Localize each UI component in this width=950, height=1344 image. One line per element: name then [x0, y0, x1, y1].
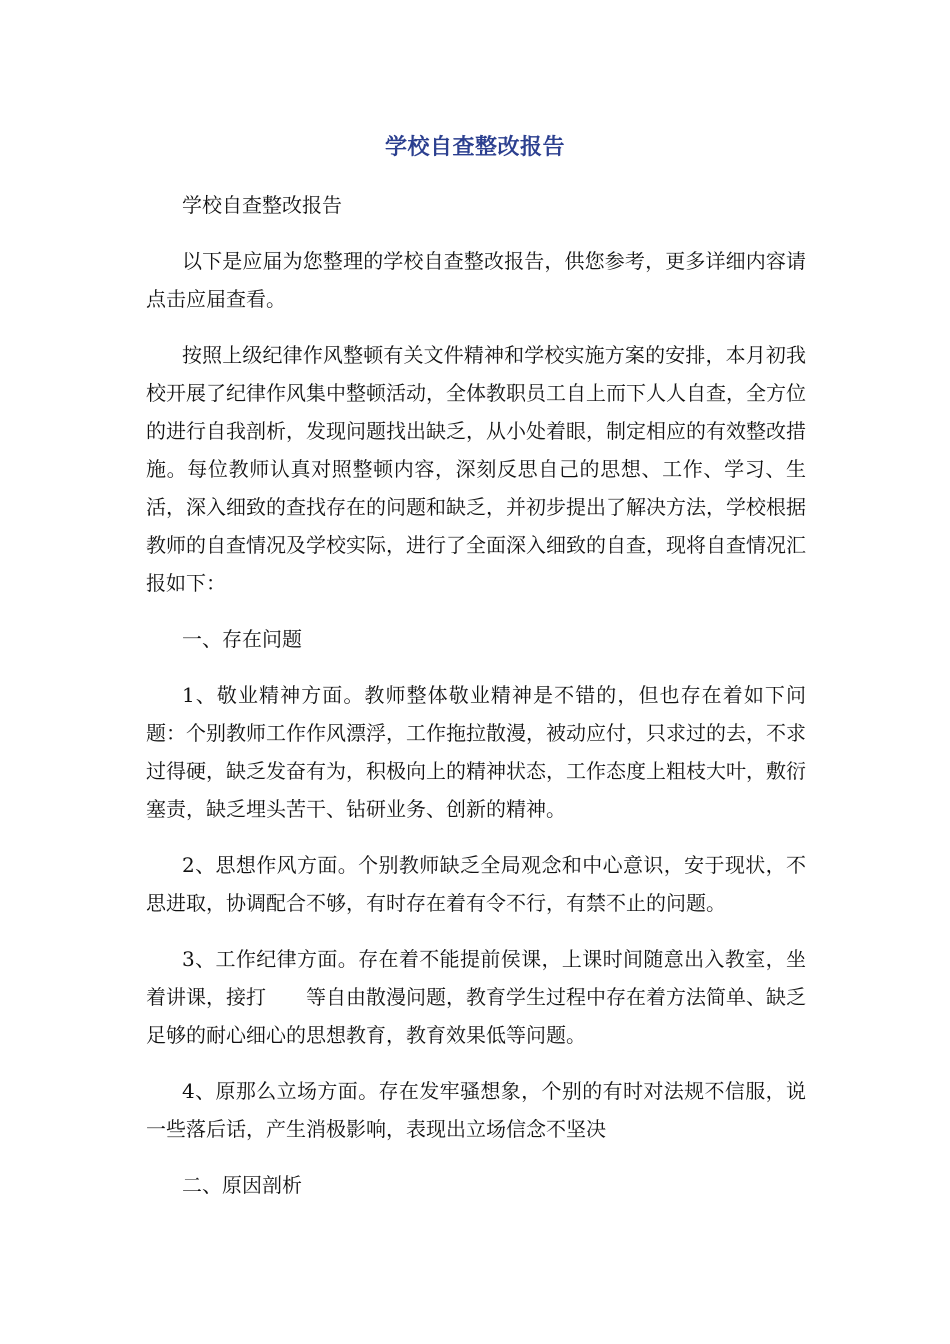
paragraph-item-3: 3、工作纪律方面。存在着不能提前侯课，上课时间随意出入教室，坐着讲课，接打 等自由散漫问题，教育学生过程中存在着方法简单、缺乏足够的耐心细心的思想教育，教育效果低等问题。 [146, 947, 806, 1047]
document-body [146, 186, 806, 1222]
document-title: 学校自查整改报告 [384, 135, 565, 160]
section-heading-causes: 二、原因剖析 [182, 1173, 302, 1197]
paragraph-item-2: 2、思想作风方面。个别教师缺乏全局观念和中心意识，安于现状，不思进取，协调配合不够，有时存在着有令不行，有禁不止的问题。 [146, 853, 806, 915]
paragraph-intro: 以下是应届为您整理的学校自查整改报告，供您参考，更多详细内容请点击应届查看。 [146, 249, 806, 311]
paragraph-background: 按照上级纪律作风整顿有关文件精神和学校实施方案的安排，本月初我校开展了纪律作风集中整顿活动，全体教职员工自上而下人人自查，全方位的进行自我剖析，发现问题找出缺乏，从小处着眼，制定相应的有效整改措施。每位教师认真对照整顿内容，深刻反思自己的思想、工作、学习、生活，深入细致的查找存在的问题和缺乏，并初步提出了解决方法，学校根据教师的自查情况及学校实际，进行了全面深入细致的自查，现将自查情况汇报如下： [146, 343, 806, 595]
section-heading-problems: 一、存在问题 [182, 627, 302, 651]
paragraph-item-4: 4、原那么立场方面。存在发牢骚想象，个别的有时对法规不信服，说一些落后话，产生消极影响，表现出立场信念不坚决 [146, 1079, 806, 1141]
paragraph-item-1: 1、敬业精神方面。教师整体敬业精神是不错的，但也存在着如下问题：个别教师工作作风漂浮，工作拖拉散漫，被动应付，只求过的去，不求过得硬，缺乏发奋有为，积极向上的精神状态，工作态度上粗枝大叶，敷衍塞责，缺乏埋头苦干、钻研业务、创新的精神。 [146, 683, 806, 821]
paragraph-subtitle: 学校自查整改报告 [182, 193, 342, 217]
